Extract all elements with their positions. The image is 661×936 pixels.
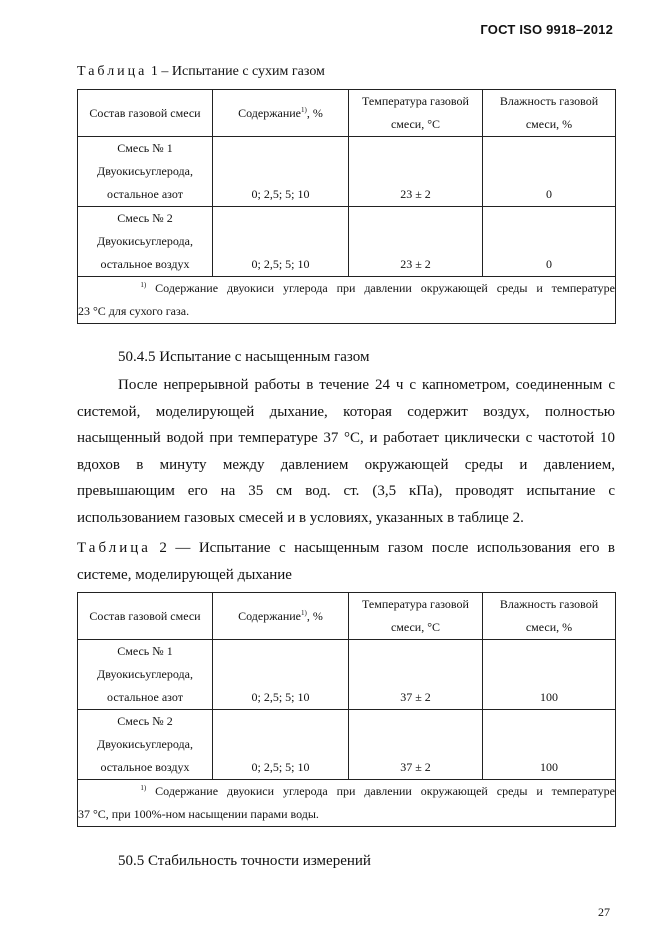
table1-header-content: Содержание$^{1)}$, % (213, 90, 349, 137)
mixture-cell: Смесь № 2 Двуокисьуглерода, остальное воздух (78, 207, 213, 277)
humidity-cell: 0 (483, 137, 616, 207)
table1-header-row (78, 90, 616, 137)
table2-caption-text: 2 — Испытание с насыщенным газом после использования его в системе, моделирующей дыхание (77, 540, 616, 583)
temperature-cell: 37 ± 2 (349, 710, 483, 780)
content-cell: 0; 2,5; 5; 10 (213, 640, 349, 710)
table1-caption-label: Таблица (77, 64, 148, 79)
table2-header-temperature: Температура газовой смеси, °С (349, 593, 483, 640)
table1-header-composition: Состав газовой смеси (78, 90, 213, 137)
page-number: 27 (598, 905, 610, 919)
mixture-cell: Смесь № 1 Двуокисьуглерода, остальное азот (78, 137, 213, 207)
section-heading-50-5: 50.5 Стабильность точности измерений (118, 853, 371, 869)
content-cell: 0; 2,5; 5; 10 (213, 207, 349, 277)
table2-header-composition: Состав газовой смеси (78, 593, 213, 640)
table2-footnote-row (78, 780, 616, 827)
table-row (78, 207, 616, 277)
document-code: ГОСТ ISO 9918–2012 (480, 22, 613, 37)
table1-caption-text: 1 – Испытание с сухим газом (150, 64, 325, 79)
temperature-cell: 23 ± 2 (349, 207, 483, 277)
table1 (77, 89, 616, 324)
temperature-cell: 37 ± 2 (349, 640, 483, 710)
footnote-mark: 1) (140, 281, 147, 289)
content-cell: 0; 2,5; 5; 10 (213, 137, 349, 207)
section-heading-50-4-5: 50.4.5 Испытание с насыщенным газом (118, 349, 370, 365)
content-cell: 0; 2,5; 5; 10 (213, 710, 349, 780)
table1-footnote: $^{1)}$ Содержание двуокиси углерода при давлении окружающей среды и температуре 23 °С для сухого газа. (78, 277, 616, 324)
humidity-cell: 0 (483, 207, 616, 277)
mixture-cell: Смесь № 2 Двуокисьуглерода, остальное воздух (78, 710, 213, 780)
table2-footnote: $^{1)}$ Содержание двуокиси углерода при давлении окружающей среды и температуре 37 °С, при 100%-ном насыщении парами воды. (78, 780, 616, 827)
footnote-ref: 1) (301, 608, 307, 617)
table2 (77, 592, 616, 827)
mixture-cell: Смесь № 1 Двуокисьуглерода, остальное азот (78, 640, 213, 710)
table1-header-humidity: Влажность газовой смеси, % (483, 90, 616, 137)
temperature-cell: 23 ± 2 (349, 137, 483, 207)
table-row (78, 137, 616, 207)
table-row (78, 710, 616, 780)
table-row (78, 640, 616, 710)
humidity-cell: 100 (483, 710, 616, 780)
table1-header-temperature: Температура газовой смеси, °С (349, 90, 483, 137)
table1-footnote-row (78, 277, 616, 324)
table2-header-humidity: Влажность газовой смеси, % (483, 593, 616, 640)
footnote-mark: 1) (140, 784, 147, 792)
table2-caption-label: Таблица (77, 540, 151, 556)
humidity-cell: 100 (483, 640, 616, 710)
section-paragraph-50-4-5: После непрерывной работы в течение 24 ч с капнометром, соединенным с системой, моделирующей дыхание, которая содержит воздух, полностью насыщенный водой при температуре 37 °С, и работает циклически с частотой 10 вдохов в минуту между давлением окружающей среды и давлением, превышающим его на 35 см вод. ст. (3,5 кПа), проводят испытание с использованием газовых смесей и в условиях, указанных в таблице 2. (77, 377, 615, 526)
table1-caption (77, 64, 325, 80)
table2-header-row (78, 593, 616, 640)
table2-header-content: Содержание$^{1)}$, % (213, 593, 349, 640)
table2-caption (77, 535, 615, 588)
footnote-ref: 1) (301, 105, 307, 114)
